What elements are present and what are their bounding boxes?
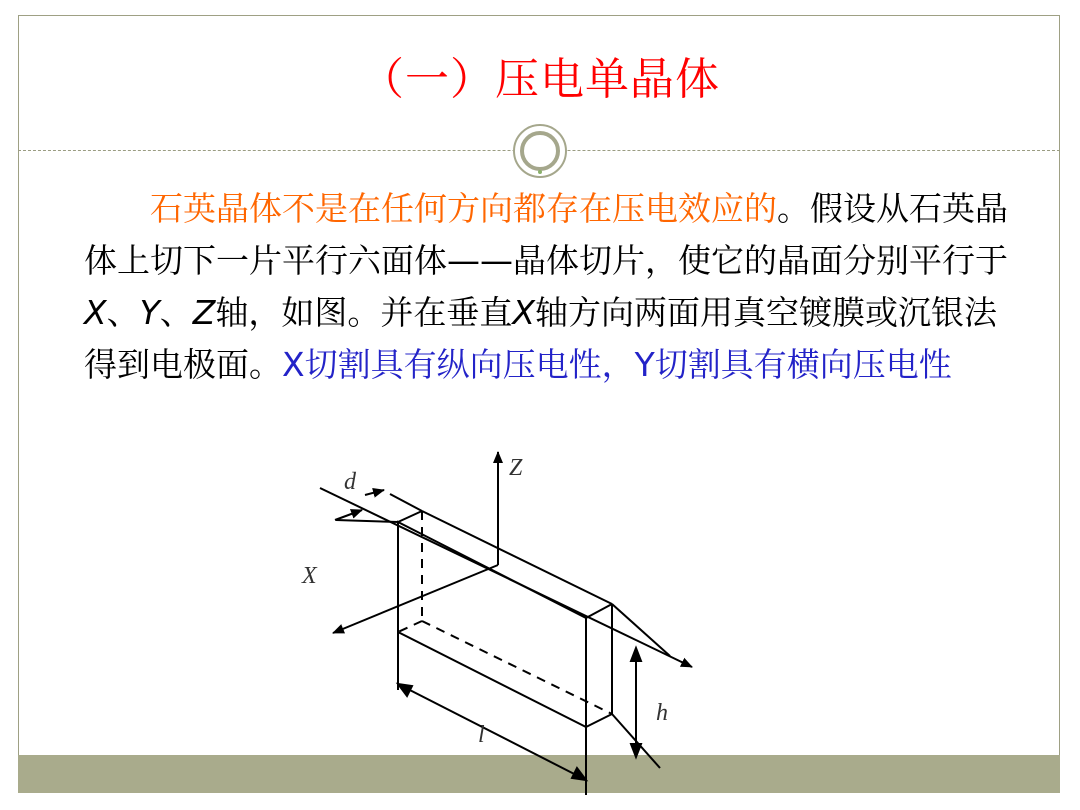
body-text-part2: 轴，如图。并在垂直 [215, 293, 513, 332]
h-extension-line-top [612, 604, 670, 656]
body-text-part1: 。假设从石英晶体上切下一片平行六面体——晶体切片，使它的晶面分别平行于 [84, 189, 1008, 280]
d-dimension-arrow-right [335, 510, 362, 520]
slide-title: （一）压电单晶体 [360, 54, 720, 105]
crystal-top-right-edge [586, 604, 612, 618]
crystal-front-face [398, 522, 586, 727]
l-dimension-line [398, 684, 586, 780]
diagram-label-h: h [656, 700, 668, 726]
d-extension-line-back [390, 494, 422, 511]
crystal-top-back-edge [398, 511, 422, 522]
crystal-top-far-edge [422, 511, 612, 604]
diagram-label-x: X [302, 563, 317, 589]
orange-highlight-text: 石英晶体不是在任何方向都存在压电效应的 [150, 189, 777, 228]
h-arrow-top [631, 648, 641, 661]
h-arrow-bottom [631, 744, 641, 757]
blue-highlight-text: X切割具有纵向压电性，Y切割具有横向压电性 [282, 345, 952, 384]
crystal-right-bottom-edge [586, 714, 612, 727]
separator-2: 、 [159, 293, 193, 332]
z-axis-label: Z [192, 293, 216, 332]
x-axis-label-2: X [512, 293, 535, 332]
x-axis-line [333, 565, 498, 633]
separator-1: 、 [106, 293, 140, 332]
l-arrow-right [572, 768, 586, 780]
y-axis-label: Y [139, 293, 160, 332]
d-dimension-arrow-left [365, 490, 384, 495]
x-axis-label: X [84, 293, 107, 332]
crystal-hidden-left-bottom-edge [398, 621, 422, 632]
crystal-hidden-bottom-edge [422, 621, 612, 714]
l-arrow-left [398, 684, 412, 696]
diagram-label-d: d [344, 469, 356, 495]
diagram-label-l: l [478, 722, 485, 748]
diagram-label-z: Z [509, 455, 523, 481]
body-text-part3: 轴方向两面用真空镀膜或沉银法得到电极面。 [84, 293, 997, 384]
